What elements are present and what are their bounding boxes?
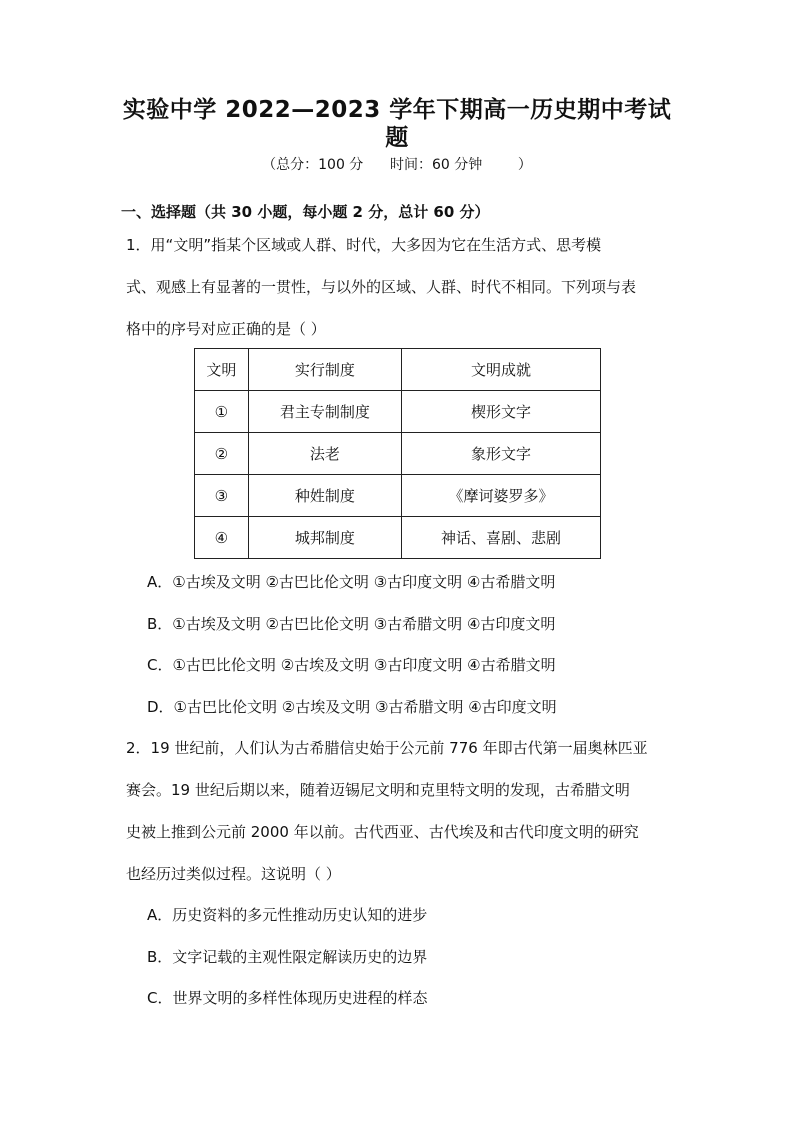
table-cell: ② [195,433,249,475]
q1-option-a: A．①古埃及文明 ②古巴比伦文明 ③古印度文明 ④古希腊文明 [147,573,556,591]
q2-option-b: B．文字记载的主观性限定解读历史的边界 [147,948,428,966]
table-row [195,475,601,517]
table-cell: ① [195,391,249,433]
q1-option-d: D．①古巴比伦文明 ②古埃及文明 ③古希腊文明 ④古印度文明 [147,698,557,716]
table-row [195,433,601,475]
table-cell: ③ [195,475,249,517]
table-header-cell: 文明成就 [401,349,600,391]
table-cell: 城邦制度 [248,517,401,559]
table-cell: 法老 [248,433,401,475]
q1-text-line: 1．用“文明”指某个区域或人群、时代，大多因为它在生活方式、思考模 [126,236,602,254]
table-header-cell: 文明 [195,349,249,391]
q2-text-line: 也经历过类似过程。这说明（ ） [126,865,341,883]
q2-option-a: A．历史资料的多元性推动历史认知的进步 [147,906,428,924]
section-heading: 一、选择题（共 30 小题，每小题 2 分，总计 60 分） [121,203,490,221]
table-row [195,391,601,433]
table-cell: 楔形文字 [401,391,600,433]
table-row [195,517,601,559]
table-header-cell: 实行制度 [248,349,401,391]
table-cell: 君主专制制度 [248,391,401,433]
table-header-row [195,349,601,391]
q2-text-line: 2．19 世纪前，人们认为古希腊信史始于公元前 776 年即古代第一届奥林匹亚 [126,739,648,757]
exam-meta: （总分：100 分 时间：60 分钟 ） [262,157,532,173]
q1-option-c: C．①古巴比伦文明 ②古埃及文明 ③古印度文明 ④古希腊文明 [147,656,556,674]
q2-option-c: C．世界文明的多样性体现历史进程的样态 [147,989,428,1007]
table-cell: 象形文字 [401,433,600,475]
q2-text-line: 赛会。19 世纪后期以来，随着迈锡尼文明和克里特文明的发现，古希腊文明 [126,781,630,799]
q2-text-line: 史被上推到公元前 2000 年以前。古代西亚、古代埃及和古代印度文明的研究 [126,823,639,841]
table-cell: ④ [195,517,249,559]
q1-text-line: 格中的序号对应正确的是（ ） [126,320,326,338]
table-cell: 神话、喜剧、悲剧 [401,517,600,559]
exam-title-line2: 题 [385,125,409,151]
q1-table [194,348,601,559]
q1-text-line: 式、观感上有显著的一贯性，与以外的区域、人群、时代不相同。下列项与表 [126,278,637,296]
table-cell: 《摩诃婆罗多》 [401,475,600,517]
exam-title-line1: 实验中学 2022—2023 学年下期高一历史期中考试 [122,97,672,123]
table-cell: 种姓制度 [248,475,401,517]
q1-option-b: B．①古埃及文明 ②古巴比伦文明 ③古希腊文明 ④古印度文明 [147,615,556,633]
